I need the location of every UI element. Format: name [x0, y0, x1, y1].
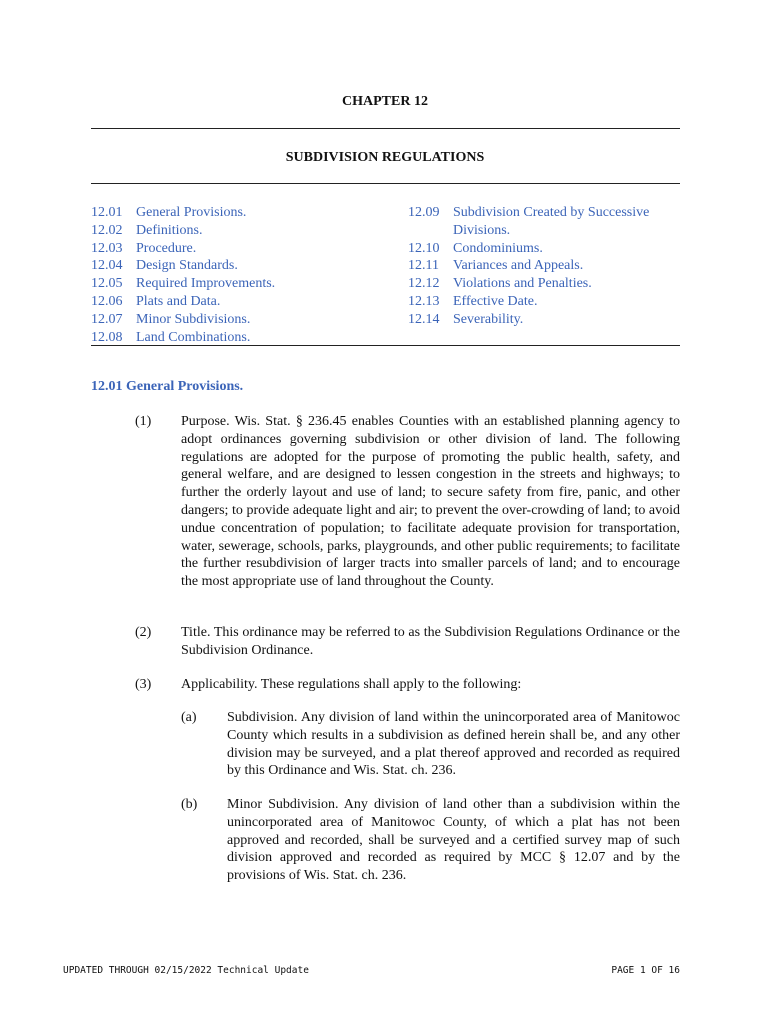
chapter-title: CHAPTER 12 — [342, 94, 428, 109]
footer-updated: UPDATED THROUGH 02/15/2022 Technical Update — [63, 965, 309, 976]
divider — [91, 128, 680, 129]
toc-link[interactable] — [408, 311, 680, 329]
toc-number: 12.04 — [91, 258, 123, 274]
toc-title: Variances and Appeals. — [453, 258, 584, 274]
toc-link[interactable] — [91, 240, 391, 258]
toc-title: Condominiums. — [453, 240, 543, 256]
divider — [91, 345, 680, 346]
toc-title: Design Standards. — [136, 258, 238, 274]
toc-left-column — [91, 204, 391, 346]
toc-title: Minor Subdivisions. — [136, 311, 251, 327]
toc-link[interactable] — [91, 257, 391, 275]
toc-link[interactable] — [408, 240, 680, 258]
toc-number: 12.13 — [408, 293, 440, 309]
paragraph-number: (3) — [135, 677, 152, 692]
toc-title: Required Improvements. — [136, 276, 276, 292]
paragraph-number: (1) — [135, 414, 152, 429]
toc-number: 12.06 — [91, 293, 123, 309]
toc-title: Violations and Penalties. — [453, 276, 592, 292]
subparagraph-text: Subdivision. Any division of land within the unincorporated area of Manitowoc County which results in a subdivision as defined herein shall be, and any other division may be surveyed, and a plat thereof approved and recorded as required by this Ordinance and Wis. Stat. ch. 236. — [227, 710, 680, 779]
toc-title: General Provisions. — [136, 205, 247, 220]
subparagraph-letter: (b) — [181, 797, 198, 812]
toc-number: 12.14 — [408, 311, 440, 327]
section-heading: 12.01 General Provisions. — [91, 379, 244, 394]
paragraph-number: (2) — [135, 625, 152, 640]
toc-link[interactable] — [408, 257, 680, 275]
toc-number: 12.02 — [91, 222, 123, 238]
toc-right-column — [408, 204, 680, 329]
footer-page-number: PAGE 1 OF 16 — [611, 965, 680, 976]
toc-link[interactable] — [408, 204, 680, 240]
toc-link[interactable] — [91, 275, 391, 293]
toc-number: 12.03 — [91, 240, 123, 256]
toc-number: 12.07 — [91, 311, 123, 327]
toc-link[interactable] — [91, 222, 391, 240]
toc-number: 12.01 — [91, 205, 123, 220]
toc-link[interactable] — [408, 275, 680, 293]
toc-title: Severability. — [453, 311, 524, 327]
toc-number: 12.08 — [91, 329, 123, 345]
toc-link[interactable] — [91, 329, 391, 347]
toc-title: Definitions. — [136, 222, 203, 238]
subparagraph-text: Minor Subdivision. Any division of land other than a subdivision within the unincorporated area of Manitowoc County, of which a plat has not been approved and recorded, shall be surveyed and a certified survey map of such division approved and recorded as required by MCC § 12.07 and by the provisions of Wis. Stat. ch. 236. — [227, 797, 680, 884]
toc-title: Plats and Data. — [136, 293, 221, 309]
subparagraph-letter: (a) — [181, 710, 197, 725]
toc-number: 12.10 — [408, 240, 440, 256]
toc-link[interactable] — [91, 311, 391, 329]
toc-title: Effective Date. — [453, 293, 538, 309]
toc-link[interactable] — [408, 293, 680, 311]
toc-number: 12.09 — [408, 205, 440, 220]
divider — [91, 183, 680, 184]
toc-number: 12.12 — [408, 276, 440, 292]
paragraph-text: Purpose. Wis. Stat. § 236.45 enables Counties with an established planning agency to adopt ordinances governing subdivision or other division of land. The following regulations are adopted for the purpose of promoting the public health, safety, and general welfare, and are designed to lessen congestion in the streets and highways; to further the orderly layout and use of land; to secure safety from fire, panic, and other dangers; to provide adequate light and air; to prevent the over-crowding of land; to avoid undue concentration of population; to facilitate adequate provision for transportation, water, sewerage, schools, parks, playgrounds, and other public requirements; to facilitate the further resubdivision of larger tracts into smaller parcels of land; and to encourage the most appropriate use of land throughout the County. — [181, 414, 680, 590]
toc-title: Procedure. — [136, 240, 197, 256]
paragraph-text: Title. This ordinance may be referred to as the Subdivision Regulations Ordinance or the Subdivision Ordinance. — [181, 625, 680, 658]
page-title: SUBDIVISION REGULATIONS — [285, 150, 485, 165]
toc-link[interactable] — [91, 204, 391, 222]
toc-title: Land Combinations. — [136, 329, 251, 345]
paragraph-text: Applicability. These regulations shall apply to the following: — [181, 677, 522, 692]
toc-link[interactable] — [91, 293, 391, 311]
toc-number: 12.05 — [91, 276, 123, 292]
toc-number: 12.11 — [408, 258, 439, 274]
toc-title: Subdivision Created by Successive Divisions. — [453, 205, 650, 238]
